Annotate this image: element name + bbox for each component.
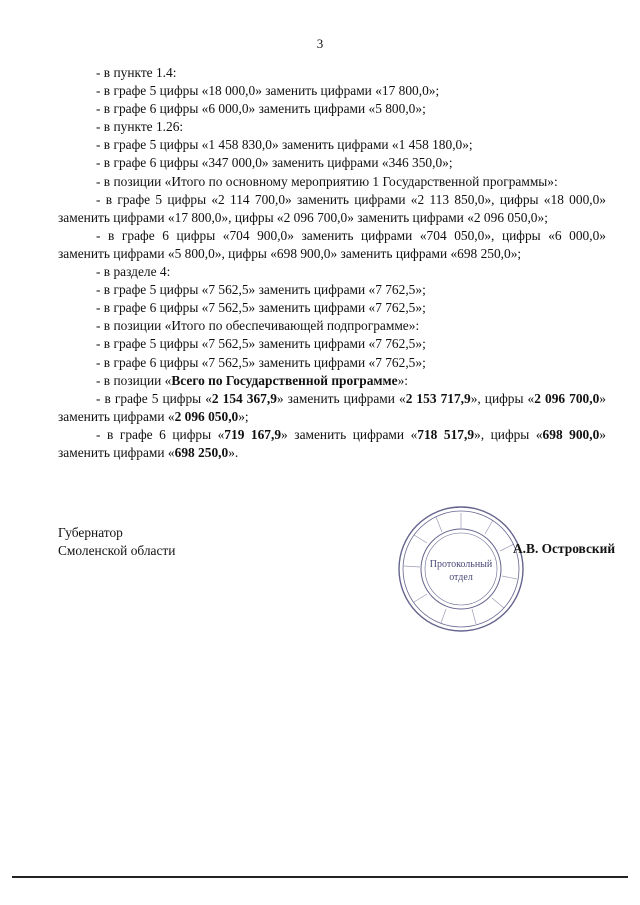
text-fragment-bold: 719 167,9 xyxy=(224,426,282,442)
text-fragment: », цифры « xyxy=(474,426,543,442)
text-line: - в графе 5 цифры «1 458 830,0» заменить цифрами «1 458 180,0»; xyxy=(96,137,473,153)
stamp-text: Протокольный xyxy=(429,559,493,570)
text-fragment: - в позиции « xyxy=(96,372,172,388)
document-body xyxy=(58,64,606,462)
text-fragment: » заменить цифрами « xyxy=(276,390,406,406)
text-fragment-bold: 2 096 700,0 xyxy=(534,390,600,406)
text-fragment: - в графе 5 цифры « xyxy=(96,390,212,406)
signatory-title-line: Смоленской области xyxy=(58,543,176,558)
text-paragraph: - в графе 6 цифры «704 900,0» заменить цифрами «704 050,0», цифры «6 000,0» заменить цифрами «5 800,0», цифры «698 900,0» заменить цифрами «698 250,0»; xyxy=(58,227,606,261)
text-fragment: - в графе 6 цифры « xyxy=(96,426,225,442)
text-fragment-bold: Всего по Государственной программе xyxy=(171,372,398,388)
text-line: - в пункте 1.26: xyxy=(96,119,184,135)
text-line: - в графе 5 цифры «18 000,0» заменить цифрами «17 800,0»; xyxy=(96,83,440,99)
text-fragment-bold: 2 153 717,9 xyxy=(405,390,471,406)
text-line: - в графе 6 цифры «347 000,0» заменить цифрами «346 350,0»; xyxy=(96,155,453,171)
text-fragment-bold: 698 900,0 xyxy=(542,426,600,442)
text-line: - в графе 6 цифры «6 000,0» заменить цифрами «5 800,0»; xyxy=(96,101,426,117)
page-number: 3 xyxy=(316,36,324,51)
text-line: - в графе 5 цифры «7 562,5» заменить цифрами «7 762,5»; xyxy=(96,282,426,298)
text-fragment-bold: 2 096 050,0 xyxy=(174,408,239,424)
text-line: - в разделе 4: xyxy=(96,264,171,280)
stamp-text: отдел xyxy=(449,572,473,583)
text-fragment: » заменить цифрами « xyxy=(58,426,606,460)
text-line: - в графе 5 цифры «7 562,5» заменить цифрами «7 762,5»; xyxy=(96,336,426,352)
text-fragment-bold: 2 154 367,9 xyxy=(211,390,277,406)
text-fragment: » заменить цифрами « xyxy=(58,390,606,424)
text-line: - в пункте 1.4: xyxy=(96,65,177,80)
signatory-title-line: Губернатор xyxy=(58,525,123,540)
text-fragment: »: xyxy=(397,372,409,388)
text-fragment: », цифры « xyxy=(470,390,535,406)
official-seal-stamp xyxy=(396,504,526,634)
text-fragment-bold: 698 250,0 xyxy=(174,444,229,460)
signatory-title xyxy=(58,524,175,560)
text-fragment: » заменить цифрами « xyxy=(281,426,418,442)
text-fragment-bold: 718 517,9 xyxy=(417,426,475,442)
text-paragraph xyxy=(58,390,606,426)
text-paragraph: - в позиции «Итого по основному мероприятию 1 Государственной программы»: xyxy=(96,173,558,189)
text-line: - в позиции «Итого по обеспечивающей подпрограмме»: xyxy=(96,318,420,334)
text-paragraph: - в графе 5 цифры «2 114 700,0» заменить цифрами «2 113 850,0», цифры «18 000,0» заменить цифрами «17 800,0», цифры «2 096 700,0» заменить цифрами «2 096 050,0»; xyxy=(58,191,606,225)
text-line: - в графе 6 цифры «7 562,5» заменить цифрами «7 762,5»; xyxy=(96,300,426,316)
signatory-name: А.В. Островский xyxy=(513,541,616,556)
page-bottom-edge xyxy=(12,876,628,878)
text-paragraph xyxy=(58,426,606,462)
text-fragment: »; xyxy=(238,408,249,424)
text-fragment: ». xyxy=(228,444,239,460)
text-line xyxy=(58,372,606,390)
text-line: - в графе 6 цифры «7 562,5» заменить цифрами «7 762,5»; xyxy=(96,354,426,370)
